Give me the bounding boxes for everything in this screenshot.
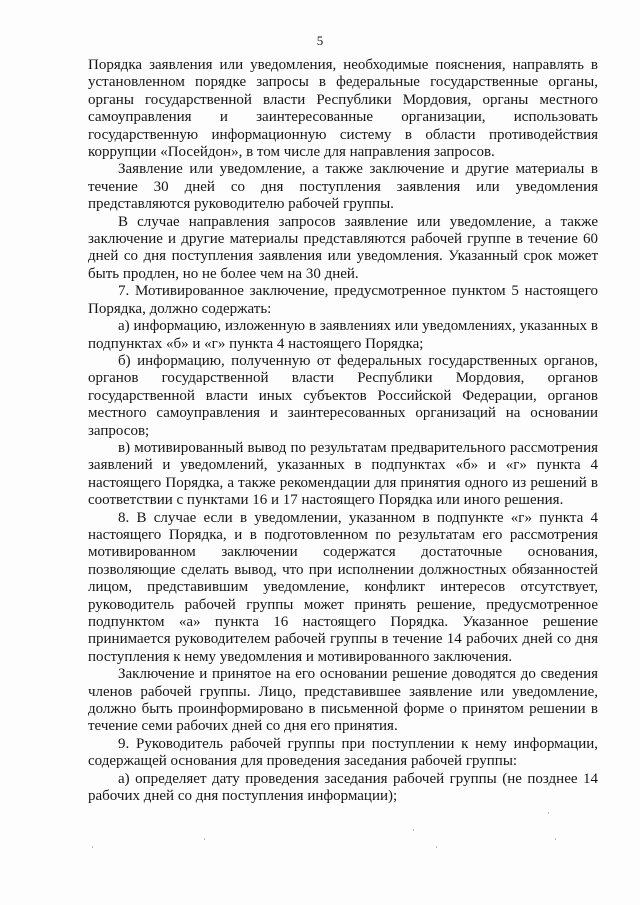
paragraph: 9. Руководитель рабочей группы при поступлении к нему информации, содержащей основания для проведения заседания рабочей группы: — [88, 735, 598, 770]
paragraph: б) информацию, полученную от федеральных государственных органов, органов государственной власти Республики Мордовия, органов государственной власти иных субъектов Российской Федерации, органов местного самоуправления и заинтересованных организаций на основании запросов; — [88, 352, 598, 439]
paragraph: 7. Мотивированное заключение, предусмотренное пунктом 5 настоящего Порядка, должно содержать: — [88, 283, 598, 317]
page-number: 5 — [316, 33, 324, 48]
paragraph: 8. В случае если в уведомлении, указанном в подпункте «г» пункта 4 настоящего Порядка, и в подготовленном по результатам его рассмотрения мотивированном заключении содержатся достаточные основания, позволяющие сделать вывод, что при исполнении должностных обязанностей лицом, представившим уведомление, конфликт интересов отсутствует, руководитель рабочей группы может принять решение, предусмотренное подпунктом «а» пункта 16 настоящего Порядка. Указанное решение принимается руководителем рабочей группы в течение 14 рабочих дней со дня поступления к нему уведомления и мотивированного заключения. — [88, 509, 598, 665]
paragraph: в) мотивированный вывод по результатам предварительного рассмотрения заявлений и уведомлений, указанных в подпунктах «б» и «г» пункта 4 настоящего Порядка, а также рекомендации для принятия одного из решений в соответствии с пунктами 16 и 17 настоящего Порядка или иного решения. — [88, 439, 598, 509]
paragraph: Заключение и принятое на его основании решение доводятся до сведения членов рабочей группы. Лицо, представившее заявление или уведомление, должно быть проинформировано в письменной форме о принятом решении в течение семи рабочих дней со дня его принятия. — [88, 666, 598, 735]
paragraph: Заявление или уведомление, а также заключение и другие материалы в течение 30 дней со дня поступления заявления или уведомления представляются руководителю рабочей группы. — [88, 161, 598, 213]
document-body — [88, 57, 598, 805]
paragraph: Порядка заявления или уведомления, необходимые пояснения, направлять в установленном порядке запросы в федеральные государственные органы, органы государственной власти Республики Мордовия, органы местного самоуправления и заинтересованные организации, использовать государственную информационную систему в области противодействия коррупции «Посейдон», в том числе для направления запросов. — [88, 57, 598, 161]
paragraph: а) информацию, изложенную в заявлениях или уведомлениях, указанных в подпунктах «б» и «г» пункта 4 настоящего Порядка; — [88, 318, 598, 352]
paragraph: а) определяет дату проведения заседания рабочей группы (не позднее 14 рабочих дней со дня поступления информации); — [88, 770, 598, 805]
paragraph: В случае направления запросов заявление или уведомление, а также заключение и другие материалы представляются рабочей группе в течение 60 дней со дня поступления заявления или уведомления. Указанный срок может быть продлен, но не более чем на 30 дней. — [88, 213, 598, 282]
